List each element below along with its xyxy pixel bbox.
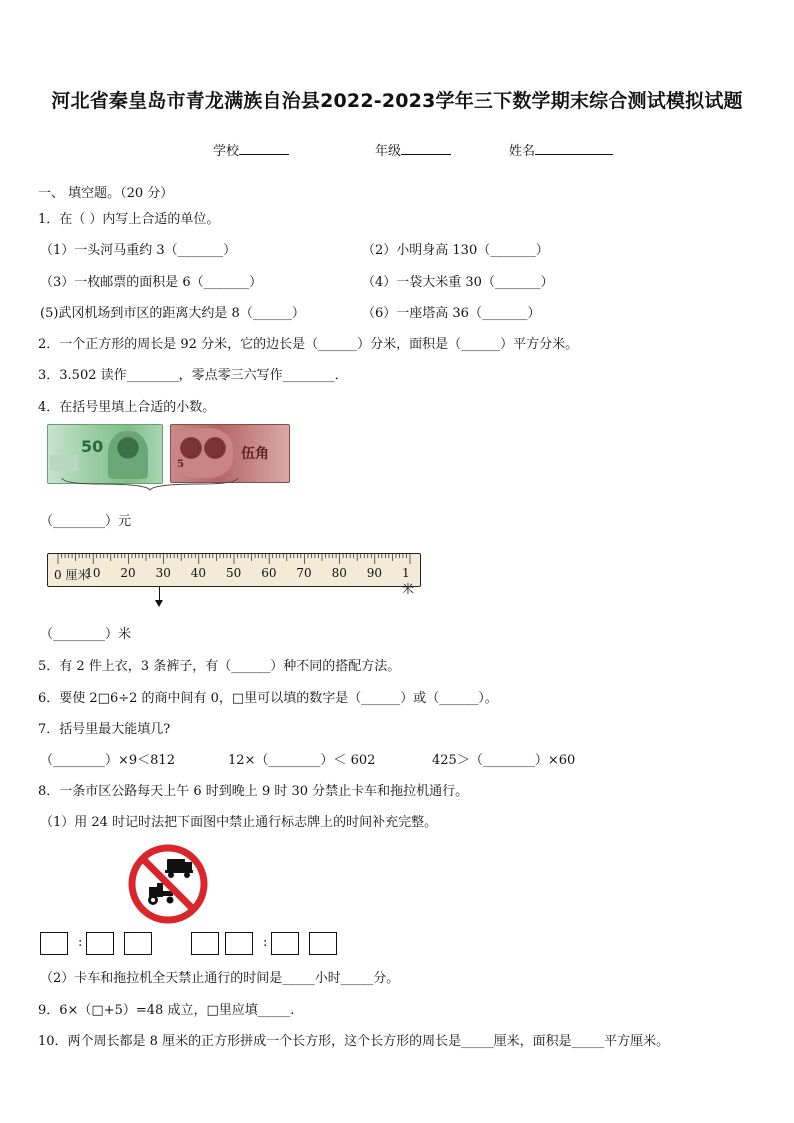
- q1-item-3: （3）一枚邮票的面积是 6（_______）: [40, 275, 263, 290]
- q6: 6．要使 2□6÷2 的商中间有 0，□里可以填的数字是（______）或（______）。: [38, 691, 498, 706]
- q2: 2．一个正方形的周长是 92 分米，它的边长是（______）分米，面积是（______）平方分米。: [38, 337, 579, 352]
- q4-ruler-answer: （________）米: [40, 627, 132, 642]
- ruler-label: 90: [366, 566, 383, 580]
- grade-blank[interactable]: [401, 142, 451, 155]
- time-box-minute-tens-end[interactable]: [271, 932, 299, 955]
- time-box-minute-tens-start[interactable]: [86, 932, 114, 955]
- time-box-hour-tens-start[interactable]: [40, 932, 68, 955]
- portrait-icon: [173, 428, 233, 478]
- q3: 3．3.502 读作________，零点零三六写作________．: [38, 368, 348, 383]
- q1-item-2: （2）小明身高 130（_______）: [362, 243, 549, 258]
- q7-c: 425＞（________）×60: [432, 753, 576, 768]
- q1-stem: 1．在（ ）内写上合适的单位。: [38, 212, 220, 227]
- q7-stem: 7．括号里最大能填几?: [38, 722, 171, 737]
- banknote-5-text: 伍角: [241, 446, 269, 462]
- arrowhead-icon: [155, 600, 163, 607]
- time-box-hour-ones-end[interactable]: [225, 932, 253, 955]
- ruler-label: 20: [120, 566, 136, 580]
- grade-field: [375, 140, 451, 159]
- school-label: 学校: [213, 144, 240, 159]
- ruler-ticks: [48, 554, 420, 566]
- school-blank[interactable]: [239, 142, 289, 155]
- time-colon: :: [263, 935, 268, 950]
- q4-stem: 4．在括号里填上合适的小数。: [38, 400, 216, 415]
- portrait-icon: [108, 431, 148, 479]
- q1-item-6: （6）一座塔高 36（_______）: [362, 306, 541, 321]
- q4-money-answer: （________）元: [40, 514, 132, 529]
- q1-item-5: (5)武冈机场到市区的距离大约是 8（______）: [40, 306, 305, 321]
- time-box-minute-ones-end[interactable]: [309, 932, 337, 955]
- ruler-label: 10: [85, 566, 101, 580]
- q1-item-1: （1）一头河马重约 3（_______）: [40, 243, 237, 258]
- q5: 5．有 2 件上衣，3 条裤子，有（______）种不同的搭配方法。: [38, 659, 401, 674]
- name-blank[interactable]: [535, 142, 613, 155]
- ruler-label: 1米: [402, 566, 415, 596]
- ruler-label: 50: [226, 566, 242, 580]
- time-box-hour-tens-end[interactable]: [191, 932, 219, 955]
- q7-b: 12×（________）＜ 602: [228, 753, 376, 768]
- no-trucks-and-tractors-sign-icon: [127, 843, 209, 925]
- ruler-label: 60: [261, 566, 277, 580]
- q8-sub1: （1）用 24 时记时法把下面图中禁止通行标志牌上的时间补充完整。: [40, 815, 438, 830]
- q8-stem: 8．一条市区公路每天上午 6 时到晚上 9 时 30 分禁止卡车和拖拉机通行。: [38, 784, 469, 799]
- name-field: [509, 140, 613, 159]
- ruler-label: 80: [331, 566, 347, 580]
- banknote-strip: [50, 455, 78, 471]
- banknote-5-value: 5: [177, 459, 184, 470]
- section-heading: 一、 填空题。（20 分）: [38, 186, 174, 201]
- time-colon: :: [78, 935, 83, 950]
- ruler-label: 30: [155, 566, 171, 580]
- time-box-minute-ones-start[interactable]: [124, 932, 152, 955]
- name-label: 姓名: [509, 144, 536, 159]
- q7-a: （________）×9＜812: [40, 753, 175, 768]
- banknote-5-jiao: [170, 424, 290, 483]
- q9: 9．6×（□+5）=48 成立，□里应填_____.: [38, 1003, 295, 1018]
- q8-sub2: （2）卡车和拖拉机全天禁止通行的时间是_____小时_____分。: [40, 971, 400, 986]
- q10: 10．两个周长都是 8 厘米的正方形拼成一个长方形，这个长方形的周长是_____厘米，面积是_____平方厘米。: [38, 1034, 670, 1049]
- curly-brace-icon: [60, 476, 240, 492]
- school-field: [213, 140, 289, 159]
- q1-item-4: （4）一袋大米重 30（_______）: [362, 275, 554, 290]
- meter-ruler: [47, 553, 421, 596]
- ruler-label: 70: [296, 566, 312, 580]
- banknote-50-value: 50: [81, 437, 104, 456]
- banknote-50-yuan: [47, 424, 163, 484]
- ruler-label: 40: [190, 566, 207, 580]
- grade-label: 年级: [375, 144, 402, 159]
- page-title: 河北省秦皇岛市青龙满族自治县2022-2023学年三下数学期末综合测试模拟试题: [51, 90, 743, 112]
- ruler-label: 0 厘米: [54, 568, 90, 582]
